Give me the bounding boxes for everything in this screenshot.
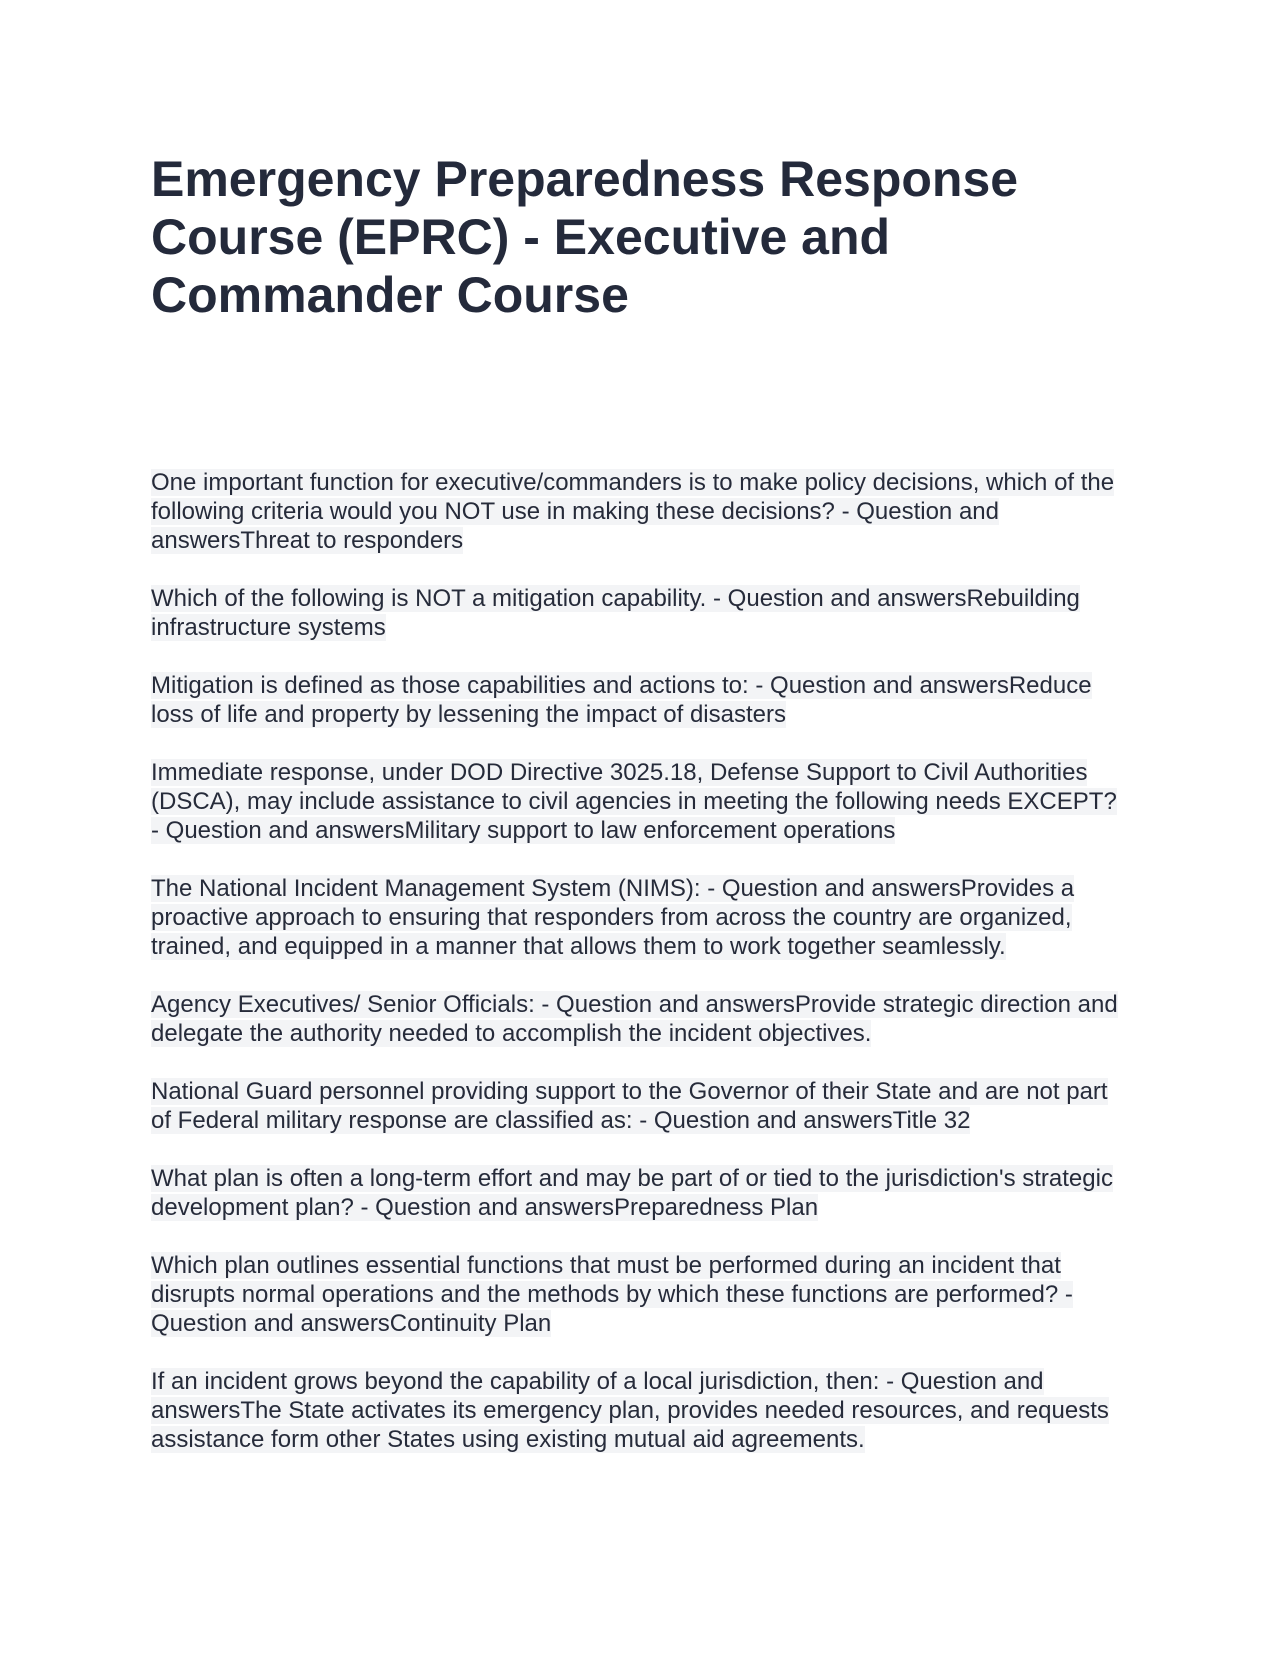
qa-text: Which of the following is NOT a mitigation capability. - Question and answersRebuilding infrastructure systems xyxy=(151,585,1080,641)
qa-text: Immediate response, under DOD Directive 3025.18, Defense Support to Civil Authorities (DSCA), may include assistance to civil agencies in meeting the following needs EXCEPT? - Question and answersMilitary support to law enforcement operations xyxy=(151,759,1117,844)
qa-text: Mitigation is defined as those capabilities and actions to: - Question and answersReduce loss of life and property by lessening the impact of disasters xyxy=(151,672,1092,728)
qa-text: Agency Executives/ Senior Officials: - Question and answersProvide strategic direction and delegate the authority needed to accomplish the incident objectives. xyxy=(151,991,1118,1047)
qa-item xyxy=(151,671,1131,729)
document-title: Emergency Preparedness Response Course (EPRC) - Executive and Commander Course xyxy=(151,151,1019,323)
qa-text: If an incident grows beyond the capability of a local jurisdiction, then: - Question and answersThe State activates its emergency plan, provides needed resources, and requests assistance form other States using existing mutual aid agreements. xyxy=(151,1368,1109,1453)
qa-item xyxy=(151,584,1131,642)
qa-list xyxy=(151,468,1131,1454)
qa-text: The National Incident Management System (NIMS): - Question and answersProvides a proactive approach to ensuring that responders from across the country are organized, trained, and equipped in a manner that allows them to work together seamlessly. xyxy=(151,875,1075,960)
qa-item xyxy=(151,874,1131,961)
qa-text: What plan is often a long-term effort and may be part of or tied to the jurisdiction's strategic development plan? - Question and answersPreparedness Plan xyxy=(151,1165,1113,1221)
qa-text: National Guard personnel providing support to the Governor of their State and are not part of Federal military response are classified as: - Question and answersTitle 32 xyxy=(151,1078,1108,1134)
qa-item xyxy=(151,1077,1131,1135)
qa-item xyxy=(151,758,1131,845)
qa-item xyxy=(151,990,1131,1048)
qa-item xyxy=(151,1367,1131,1454)
qa-text: Which plan outlines essential functions that must be performed during an incident that disrupts normal operations and the methods by which these functions are performed? - Question and answersContinuity Plan xyxy=(151,1252,1073,1337)
qa-item xyxy=(151,468,1131,555)
qa-item xyxy=(151,1251,1131,1338)
qa-text: One important function for executive/commanders is to make policy decisions, which of the following criteria would you NOT use in making these decisions? - Question and answersThreat to responders xyxy=(151,469,1115,554)
document-page xyxy=(151,150,1131,1483)
qa-item xyxy=(151,1164,1131,1222)
